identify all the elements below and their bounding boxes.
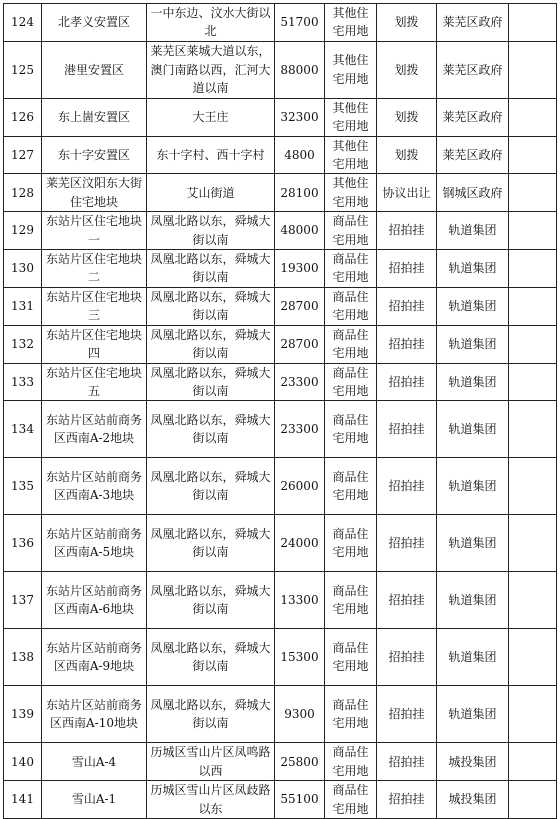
parcel-name-cell: 东站片区住宅地块一 bbox=[42, 212, 147, 250]
area-cell: 88000 bbox=[275, 41, 325, 98]
responsible-unit-cell: 莱芜区政府 bbox=[437, 4, 509, 42]
location-cell: 历城区雪山片区凤鸣路以西 bbox=[147, 743, 275, 781]
supply-method-cell: 招拍挂 bbox=[377, 287, 437, 325]
remarks-cell bbox=[509, 250, 557, 288]
supply-method-cell: 划拨 bbox=[377, 41, 437, 98]
parcel-name-cell: 东站片区站前商务区西南A-3地块 bbox=[42, 458, 147, 515]
remarks-cell bbox=[509, 41, 557, 98]
area-cell: 9300 bbox=[275, 686, 325, 743]
area-cell: 32300 bbox=[275, 98, 325, 136]
table-row bbox=[4, 743, 557, 781]
area-cell: 28100 bbox=[275, 174, 325, 212]
land-use-cell: 商品住宅用地 bbox=[325, 250, 377, 288]
parcel-name-cell: 港里安置区 bbox=[42, 41, 147, 98]
land-use-cell: 商品住宅用地 bbox=[325, 287, 377, 325]
location-cell: 一中东边、汶水大街以北 bbox=[147, 4, 275, 42]
remarks-cell bbox=[509, 174, 557, 212]
parcel-name-cell: 雪山A-1 bbox=[42, 781, 147, 819]
land-use-cell: 商品住宅用地 bbox=[325, 401, 377, 458]
location-cell: 凤凰北路以东，舜城大街以南 bbox=[147, 572, 275, 629]
responsible-unit-cell: 莱芜区政府 bbox=[437, 136, 509, 174]
land-use-cell: 商品住宅用地 bbox=[325, 743, 377, 781]
remarks-cell bbox=[509, 325, 557, 363]
land-use-cell: 其他住宅用地 bbox=[325, 174, 377, 212]
location-cell: 艾山街道 bbox=[147, 174, 275, 212]
land-use-cell: 商品住宅用地 bbox=[325, 686, 377, 743]
row-number-cell: 129 bbox=[4, 212, 42, 250]
responsible-unit-cell: 轨道集团 bbox=[437, 287, 509, 325]
location-cell: 凤凰北路以东，舜城大街以南 bbox=[147, 250, 275, 288]
parcel-name-cell: 雪山A-4 bbox=[42, 743, 147, 781]
table-row bbox=[4, 4, 557, 42]
area-cell: 25800 bbox=[275, 743, 325, 781]
parcel-name-cell: 东站片区住宅地块五 bbox=[42, 363, 147, 401]
supply-method-cell: 划拨 bbox=[377, 136, 437, 174]
row-number-cell: 133 bbox=[4, 363, 42, 401]
table-body bbox=[4, 4, 557, 819]
location-cell: 历城区雪山片区凤歧路以东 bbox=[147, 781, 275, 819]
supply-method-cell: 招拍挂 bbox=[377, 781, 437, 819]
table-row bbox=[4, 572, 557, 629]
supply-method-cell: 协议出让 bbox=[377, 174, 437, 212]
remarks-cell bbox=[509, 629, 557, 686]
land-use-cell: 商品住宅用地 bbox=[325, 572, 377, 629]
responsible-unit-cell: 莱芜区政府 bbox=[437, 41, 509, 98]
parcel-name-cell: 东站片区站前商务区西南A-5地块 bbox=[42, 515, 147, 572]
remarks-cell bbox=[509, 287, 557, 325]
remarks-cell bbox=[509, 401, 557, 458]
area-cell: 13300 bbox=[275, 572, 325, 629]
row-number-cell: 137 bbox=[4, 572, 42, 629]
parcel-name-cell: 东站片区住宅地块三 bbox=[42, 287, 147, 325]
land-use-cell: 商品住宅用地 bbox=[325, 515, 377, 572]
responsible-unit-cell: 轨道集团 bbox=[437, 363, 509, 401]
location-cell: 凤凰北路以东，舜城大街以南 bbox=[147, 629, 275, 686]
table-row bbox=[4, 686, 557, 743]
supply-method-cell: 招拍挂 bbox=[377, 250, 437, 288]
parcel-name-cell: 东站片区站前商务区西南A-6地块 bbox=[42, 572, 147, 629]
row-number-cell: 139 bbox=[4, 686, 42, 743]
table-row bbox=[4, 363, 557, 401]
row-number-cell: 124 bbox=[4, 4, 42, 42]
area-cell: 28700 bbox=[275, 287, 325, 325]
land-use-cell: 商品住宅用地 bbox=[325, 629, 377, 686]
row-number-cell: 127 bbox=[4, 136, 42, 174]
parcel-name-cell: 东站片区住宅地块四 bbox=[42, 325, 147, 363]
location-cell: 凤凰北路以东，舜城大街以南 bbox=[147, 212, 275, 250]
location-cell: 东十字村、西十字村 bbox=[147, 136, 275, 174]
table-row bbox=[4, 629, 557, 686]
remarks-cell bbox=[509, 686, 557, 743]
row-number-cell: 126 bbox=[4, 98, 42, 136]
row-number-cell: 136 bbox=[4, 515, 42, 572]
responsible-unit-cell: 轨道集团 bbox=[437, 401, 509, 458]
area-cell: 55100 bbox=[275, 781, 325, 819]
location-cell: 凤凰北路以东，舜城大街以南 bbox=[147, 363, 275, 401]
parcel-name-cell: 东站片区站前商务区西南A-9地块 bbox=[42, 629, 147, 686]
responsible-unit-cell: 钢城区政府 bbox=[437, 174, 509, 212]
responsible-unit-cell: 轨道集团 bbox=[437, 515, 509, 572]
row-number-cell: 132 bbox=[4, 325, 42, 363]
area-cell: 15300 bbox=[275, 629, 325, 686]
area-cell: 23300 bbox=[275, 401, 325, 458]
remarks-cell bbox=[509, 363, 557, 401]
land-use-cell: 其他住宅用地 bbox=[325, 136, 377, 174]
supply-method-cell: 招拍挂 bbox=[377, 629, 437, 686]
responsible-unit-cell: 轨道集团 bbox=[437, 325, 509, 363]
supply-method-cell: 招拍挂 bbox=[377, 458, 437, 515]
remarks-cell bbox=[509, 743, 557, 781]
table-row bbox=[4, 325, 557, 363]
parcel-name-cell: 东站片区站前商务区西南A-2地块 bbox=[42, 401, 147, 458]
supply-method-cell: 招拍挂 bbox=[377, 363, 437, 401]
land-use-cell: 商品住宅用地 bbox=[325, 458, 377, 515]
responsible-unit-cell: 城投集团 bbox=[437, 743, 509, 781]
row-number-cell: 131 bbox=[4, 287, 42, 325]
parcel-name-cell: 东上崮安置区 bbox=[42, 98, 147, 136]
land-use-cell: 商品住宅用地 bbox=[325, 781, 377, 819]
parcel-name-cell: 东站片区住宅地块二 bbox=[42, 250, 147, 288]
table-row bbox=[4, 136, 557, 174]
land-use-cell: 商品住宅用地 bbox=[325, 325, 377, 363]
area-cell: 4800 bbox=[275, 136, 325, 174]
row-number-cell: 134 bbox=[4, 401, 42, 458]
responsible-unit-cell: 城投集团 bbox=[437, 781, 509, 819]
responsible-unit-cell: 轨道集团 bbox=[437, 212, 509, 250]
table-row bbox=[4, 515, 557, 572]
responsible-unit-cell: 轨道集团 bbox=[437, 458, 509, 515]
location-cell: 凤凰北路以东，舜城大街以南 bbox=[147, 458, 275, 515]
table-row bbox=[4, 174, 557, 212]
row-number-cell: 128 bbox=[4, 174, 42, 212]
supply-method-cell: 招拍挂 bbox=[377, 743, 437, 781]
location-cell: 凤凰北路以东，舜城大街以南 bbox=[147, 515, 275, 572]
location-cell: 凤凰北路以东，舜城大街以南 bbox=[147, 686, 275, 743]
remarks-cell bbox=[509, 515, 557, 572]
table-row bbox=[4, 401, 557, 458]
area-cell: 19300 bbox=[275, 250, 325, 288]
responsible-unit-cell: 轨道集团 bbox=[437, 629, 509, 686]
supply-method-cell: 招拍挂 bbox=[377, 401, 437, 458]
supply-method-cell: 招拍挂 bbox=[377, 325, 437, 363]
supply-method-cell: 招拍挂 bbox=[377, 572, 437, 629]
remarks-cell bbox=[509, 781, 557, 819]
table-row bbox=[4, 41, 557, 98]
location-cell: 凤凰北路以东，舜城大街以南 bbox=[147, 325, 275, 363]
responsible-unit-cell: 轨道集团 bbox=[437, 572, 509, 629]
area-cell: 26000 bbox=[275, 458, 325, 515]
parcel-name-cell: 莱芜区汶阳东大街住宅地块 bbox=[42, 174, 147, 212]
area-cell: 48000 bbox=[275, 212, 325, 250]
remarks-cell bbox=[509, 136, 557, 174]
table-row bbox=[4, 250, 557, 288]
land-parcel-table bbox=[3, 3, 557, 819]
table-row bbox=[4, 458, 557, 515]
table-row bbox=[4, 287, 557, 325]
area-cell: 28700 bbox=[275, 325, 325, 363]
area-cell: 24000 bbox=[275, 515, 325, 572]
row-number-cell: 130 bbox=[4, 250, 42, 288]
supply-method-cell: 招拍挂 bbox=[377, 212, 437, 250]
parcel-name-cell: 北孝义安置区 bbox=[42, 4, 147, 42]
location-cell: 莱芜区莱城大道以东，澳门南路以西，汇河大道以南 bbox=[147, 41, 275, 98]
remarks-cell bbox=[509, 4, 557, 42]
table-row bbox=[4, 98, 557, 136]
area-cell: 23300 bbox=[275, 363, 325, 401]
row-number-cell: 138 bbox=[4, 629, 42, 686]
supply-method-cell: 划拨 bbox=[377, 98, 437, 136]
land-use-cell: 其他住宅用地 bbox=[325, 4, 377, 42]
table-row bbox=[4, 781, 557, 819]
remarks-cell bbox=[509, 458, 557, 515]
land-use-cell: 其他住宅用地 bbox=[325, 98, 377, 136]
table-row bbox=[4, 212, 557, 250]
parcel-name-cell: 东站片区站前商务区西南A-10地块 bbox=[42, 686, 147, 743]
supply-method-cell: 划拨 bbox=[377, 4, 437, 42]
remarks-cell bbox=[509, 98, 557, 136]
responsible-unit-cell: 莱芜区政府 bbox=[437, 98, 509, 136]
responsible-unit-cell: 轨道集团 bbox=[437, 250, 509, 288]
location-cell: 凤凰北路以东，舜城大街以南 bbox=[147, 287, 275, 325]
remarks-cell bbox=[509, 572, 557, 629]
row-number-cell: 135 bbox=[4, 458, 42, 515]
land-use-cell: 其他住宅用地 bbox=[325, 41, 377, 98]
location-cell: 大王庄 bbox=[147, 98, 275, 136]
supply-method-cell: 招拍挂 bbox=[377, 686, 437, 743]
row-number-cell: 141 bbox=[4, 781, 42, 819]
area-cell: 51700 bbox=[275, 4, 325, 42]
responsible-unit-cell: 轨道集团 bbox=[437, 686, 509, 743]
land-use-cell: 商品住宅用地 bbox=[325, 363, 377, 401]
land-use-cell: 商品住宅用地 bbox=[325, 212, 377, 250]
supply-method-cell: 招拍挂 bbox=[377, 515, 437, 572]
row-number-cell: 125 bbox=[4, 41, 42, 98]
location-cell: 凤凰北路以东，舜城大街以南 bbox=[147, 401, 275, 458]
remarks-cell bbox=[509, 212, 557, 250]
row-number-cell: 140 bbox=[4, 743, 42, 781]
parcel-name-cell: 东十字安置区 bbox=[42, 136, 147, 174]
